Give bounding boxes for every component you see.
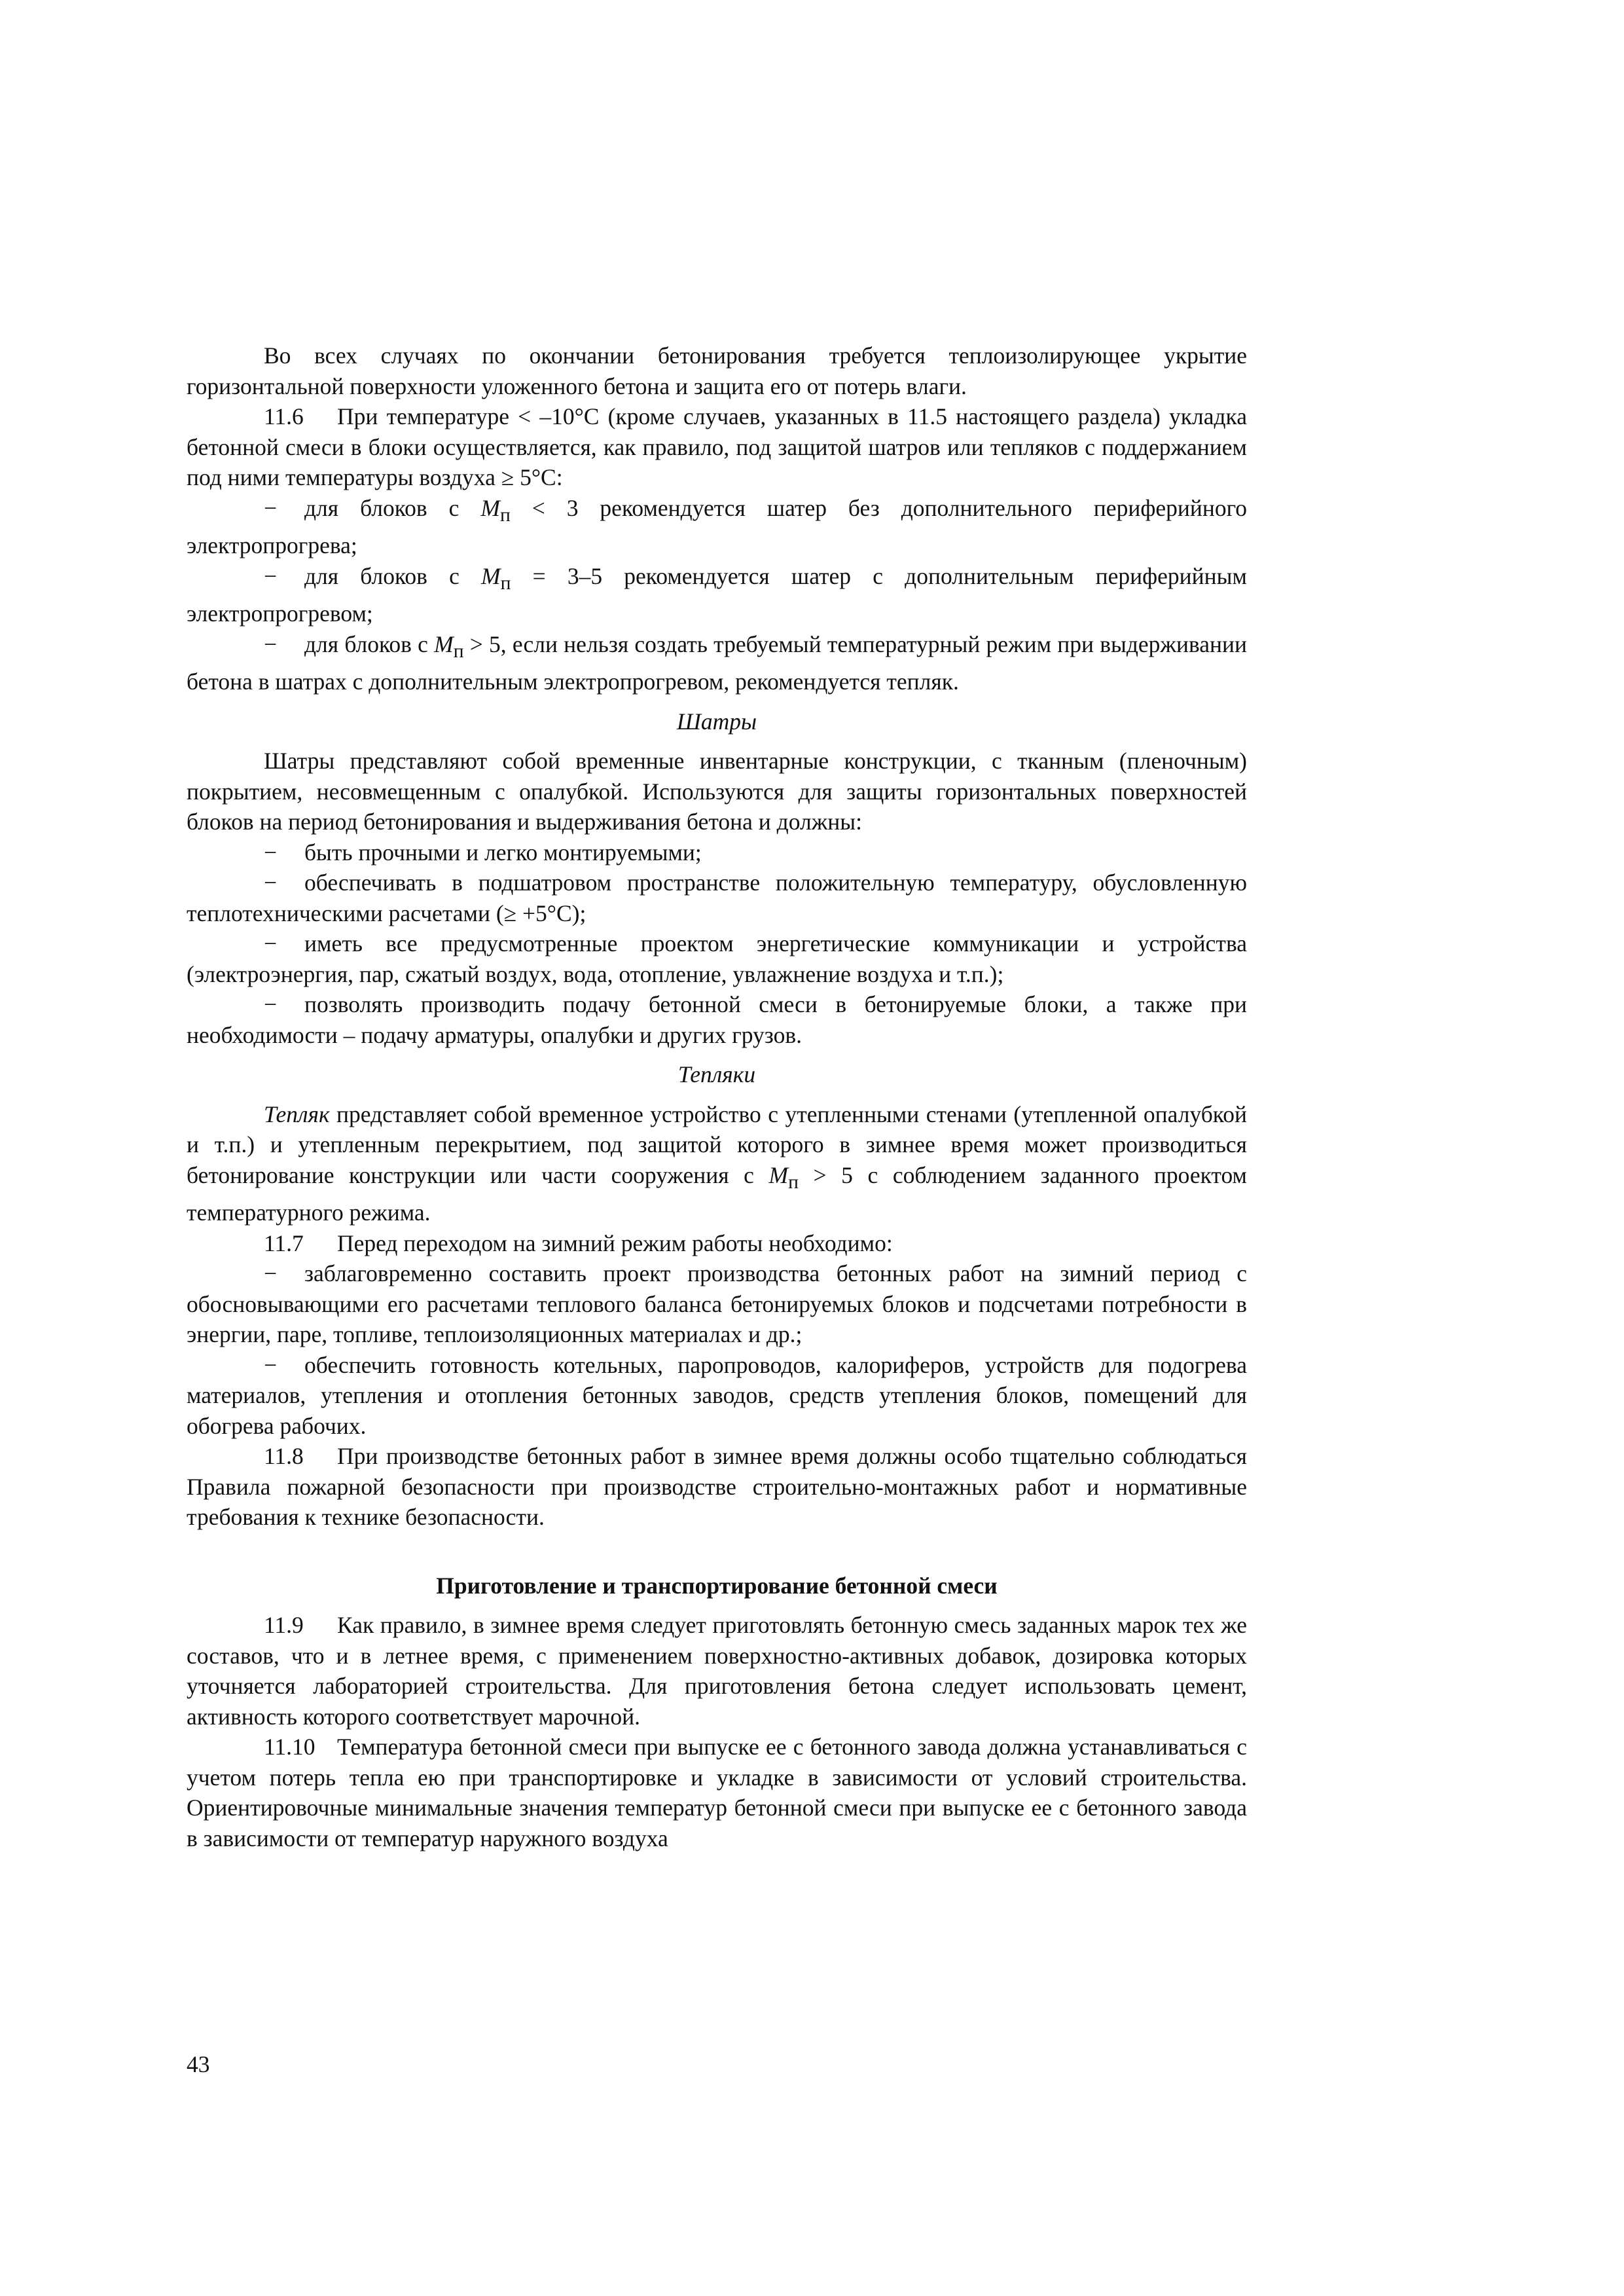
section-heading: Приготовление и транспортирование бетонной смеси [436,1572,998,1599]
list-dash: − [264,1351,278,1378]
clause-text: При производстве бетонных работ в зимнее время должны особо тщательно соблюдаться Правила пожарной безопасности при производстве строительно-монтажных работ и нормативные требования к технике безопасности. [187,1443,1247,1531]
paragraph-11-6 [187,401,1247,493]
list-item-text: = 3–5 рекомендуется шатер с дополнительным периферийным электропрогревом; [187,562,1247,627]
list-dash: − [264,494,278,521]
list-dash: − [264,630,278,657]
list-item-text: для блоков с [304,630,435,657]
page-number: 43 [187,2051,210,2077]
paragraph-teplyak-definition [187,1099,1247,1228]
clause-number: 11.9 [264,1612,304,1639]
list-item-text: > 5, если нельзя создать требуемый температурный режим при выдерживании бетона в шатрах с дополнительным электропрогревом, рекомендуется тепляк. [187,630,1247,695]
definition-text: > 5 с соблюдением заданного проектом температурного режима. [187,1161,1247,1226]
clause-text: Перед переходом на зимний режим работы необходимо: [337,1230,893,1256]
list-dash: − [264,562,278,589]
list-dash: − [264,869,278,896]
symbol-subscript: п [500,572,511,594]
subheading-teplyaki: Тепляки [677,1061,756,1088]
paragraph-shatry-intro: Шатры представляют собой временные инвентарные конструкции, с тканным (пленочным) покрытием, несовмещенным с опалубкой. Используются для защиты горизонтальных поверхностей блоков на период бетонирования и выдерживания бетона и должны: [187,748,1247,835]
symbol-subscript: п [499,504,511,526]
list-item [187,629,1247,697]
paragraph-11-10 [187,1732,1247,1853]
clause-text: Температура бетонной смеси при выпуске ее с бетонного завода должна устанавливаться с учетом потерь тепла ею при транспортировке и укладке в зависимости от условий строительства. Ориентировочные минимальные значения температур бетонной смеси при выпуске ее с бетонного завода в зависимости от температур наружного воздуха [187,1734,1247,1851]
list-dash: − [264,991,278,1018]
symbol-m: М [434,630,454,657]
list-item [187,928,1247,989]
symbol-subscript: п [453,640,464,662]
symbol-subscript: п [788,1171,799,1193]
list-item-text: для блоков с [304,562,482,589]
clause-text: Как правило, в зимнее время следует приготовлять бетонную смесь заданных марок тех же составов, что и в летнее время, с применением поверхностно-активных добавок, дозировка которых уточняется лабораторией строительства. Для приготовления бетона следует использовать цемент, активность которого соответствует марочной. [187,1612,1247,1730]
subheading-shatry: Шатры [676,708,757,735]
list-item-text: < 3 рекомендуется шатер без дополнительного периферийного электропрогрева; [187,494,1247,559]
list-item-text: обеспечивать в подшатровом пространстве положительную температуру, обусловленную теплотехническими расчетами (≥ +5°С); [187,869,1247,926]
term-teplyak: Тепляк [264,1101,330,1127]
list-item-text: быть прочными и легко монтируемыми; [304,839,702,866]
list-item-text: обеспечить готовность котельных, паропроводов, калориферов, устройств для подогрева материалов, утепления и отопления бетонных заводов, средств утепления блоков, помещений для обогрева рабочих. [187,1351,1247,1439]
symbol-m: М [768,1161,789,1188]
list-item [187,493,1247,561]
symbol-m: М [481,562,501,589]
list-item-text: заблаговременно составить проект производства бетонных работ на зимний период с обосновывающими его расчетами теплового баланса бетонируемых блоков и подсчетами потребности в энергии, паре, топливе, теплоизоляционных материалах и др.; [187,1260,1247,1348]
list-item [187,837,1247,868]
list-item-text: иметь все предусмотренные проектом энергетические коммуникации и устройства (электроэнергия, пар, сжатый воздух, вода, отопление, увлажнение воздуха и т.п.); [187,930,1247,987]
paragraph-11-9 [187,1610,1247,1732]
clause-number: 11.6 [264,403,304,429]
definition-text: представляет собой временное устройство с утепленными стенами (утепленной опалубкой и т.п.) и утепленным перекрытием, под защитой которого в зимнее время может производиться бетонирование конструкции или части сооружения с [187,1101,1247,1188]
list-dash: − [264,839,278,866]
list-item [187,989,1247,1050]
clause-number: 11.10 [264,1734,316,1760]
list-item-text: позволять производить подачу бетонной смеси в бетонируемые блоки, а также при необходимости – подачу арматуры, опалубки и других грузов. [187,991,1247,1048]
paragraph-11-8 [187,1441,1247,1533]
list-item-text: для блоков с [304,494,481,521]
list-dash: − [264,1260,278,1287]
list-dash: − [264,930,278,957]
list-item [187,867,1247,928]
list-item [187,1350,1247,1442]
symbol-m: М [480,494,500,521]
document-body [187,340,1247,1853]
clause-number: 11.8 [264,1443,304,1470]
list-item [187,561,1247,629]
clause-number: 11.7 [264,1230,304,1256]
list-item [187,1258,1247,1350]
paragraph-insulation: Во всех случаях по окончании бетонирования требуется теплоизолирующее укрытие горизонтальной поверхности уложенного бетона и защита его от потерь влаги. [187,342,1247,399]
clause-text: При температуре < –10°C (кроме случаев, указанных в 11.5 настоящего раздела) укладка бетонной смеси в блоки осуществляется, как правило, под защитой шатров или тепляков с поддержанием под ними температуры воздуха ≥ 5°С: [187,403,1247,490]
paragraph-11-7 [187,1228,1247,1259]
